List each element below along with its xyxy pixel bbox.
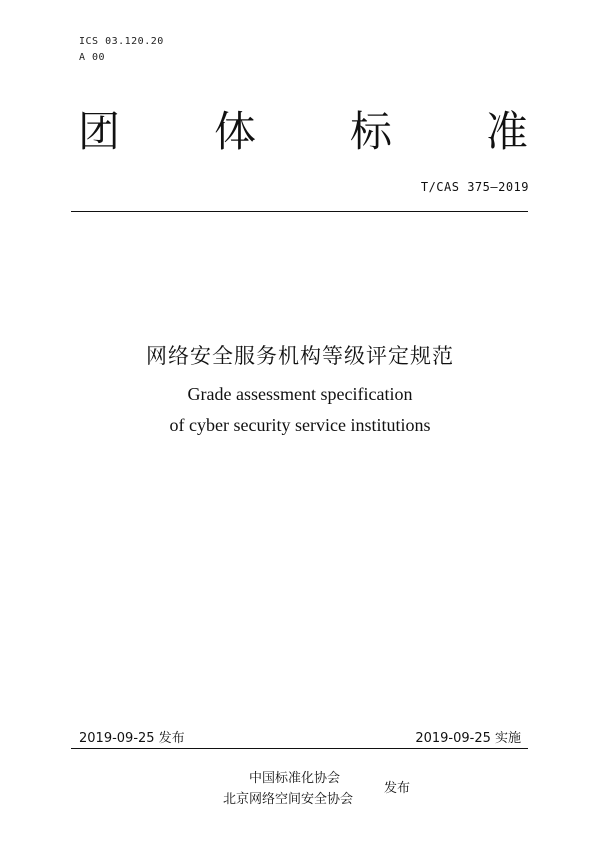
publisher-org-2: 北京网络空间安全协会 — [223, 792, 354, 807]
implement-date: 2019-09-25 实施 — [415, 731, 521, 746]
ics-code: ICS 03.120.20 — [79, 36, 164, 47]
top-divider — [71, 211, 528, 212]
title-chinese: 网络安全服务机构等级评定规范 — [146, 344, 454, 368]
banner-char: 团 — [78, 107, 121, 156]
title-english-line2: of cyber security service institutions — [169, 415, 431, 435]
publish-date: 2019-09-25 发布 — [79, 731, 185, 746]
bottom-divider — [71, 748, 528, 749]
banner-char: 体 — [213, 107, 256, 156]
ccs-code: A 00 — [79, 52, 106, 63]
banner-char: 标 — [349, 107, 392, 156]
publisher-org-1: 中国标准化协会 — [249, 771, 341, 786]
standard-number: T/CAS 375—2019 — [420, 180, 529, 194]
banner-char: 准 — [485, 107, 528, 156]
publish-action: 发布 — [384, 781, 411, 796]
title-english-line1: Grade assessment specification — [187, 384, 413, 404]
document-category-banner — [78, 104, 528, 160]
